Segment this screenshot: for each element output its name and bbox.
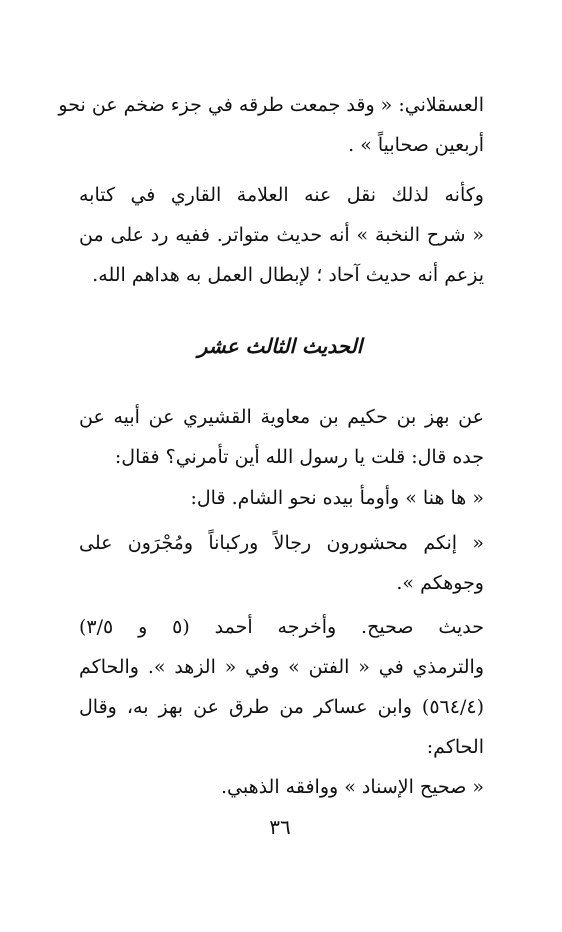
paragraph-asqalani-quote [58,85,484,165]
text-line: جده قال: قلت يا رسول الله أين تأمرني؟ فقال: [114,446,484,468]
text-line: والترمذي في « الفتن » وفي « الزهد ». والحاكم [79,656,484,678]
text-line: عن بهز بن حكيم بن معاوية القشيري عن أبيه عن [79,406,484,428]
text-line: « ها هنا » وأومأ بيده نحو الشام. قال: [190,487,484,509]
page-number: ٣٦ [269,815,291,839]
text-line: « شرح النخبة » أنه حديث متواتر. ففيه رد على من [79,224,484,246]
text-line: « صحيح الإسناد » ووافقه الذهبي. [220,776,484,798]
paragraph-qari-commentary [79,175,484,295]
text-line: العسقلاني: « وقد جمعت طرقه في جزء ضخم عن نحو [58,94,484,116]
text-line: وكأنه لذلك نقل عنه العلامة القاري في كتابه [79,184,484,206]
text-line: « إنكم محشورون رجالاً وركباناً ومُجْرَون على [79,532,484,554]
text-line: وجوهكم ». [396,572,484,594]
paragraph-hadith-isnad [79,397,484,477]
hadith-heading: الحديث الثالث عشر [197,334,363,358]
paragraph-takhrij [79,607,484,767]
text-line: الحاكم: [426,736,484,758]
paragraph-hadith-reply [79,478,484,518]
text-line: أربعين صحابياً » . [348,134,484,156]
paragraph-hadith-matn [79,523,484,603]
text-line: حديث صحيح. وأخرجه أحمد (٥ و ٣/٥) [79,616,484,638]
text-line: يزعم أنه حديث آحاد ؛ لإبطال العمل به هداهم الله. [92,264,484,286]
text-line: (٥٦٤/٤) وابن عساكر من طرق عن بهز به، وقال [79,696,484,718]
paragraph-hakim-verdict [79,767,484,807]
